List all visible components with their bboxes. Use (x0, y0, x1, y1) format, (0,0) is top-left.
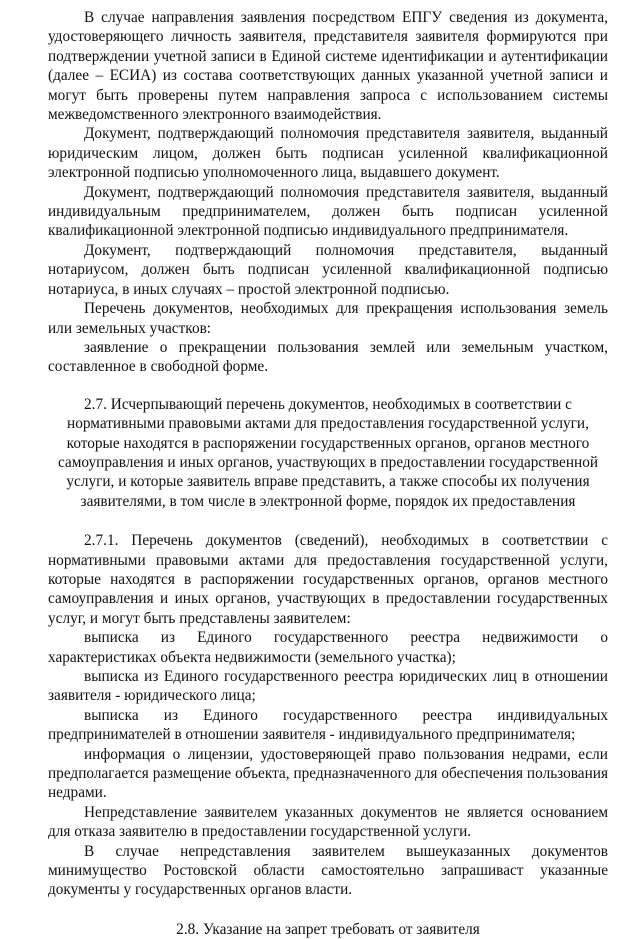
spacer (48, 511, 608, 531)
list-item-egrul-extract: выписка из Единого государственного реестра юридических лиц в отношении заявителя - юридического лица; (48, 668, 608, 705)
spacer (48, 900, 608, 920)
section-heading-2-7: 2.7. Исчерпывающий перечень документов, необходимых в соответствии с нормативными правовыми актами для предоставления государственной услуги, которые находятся в распоряжении государственных органов, органов местного самоуправления и иных органов, участвующих в предоставлении государственной услуги, и которые заявитель вправе представить, а также способы их получения заявителями, в том числе в электронной форме, порядок их предоставления (57, 395, 599, 510)
section-heading-2-8: 2.8. Указание на запрет требовать от заявителя (176, 920, 480, 938)
document-page (48, 8, 608, 939)
paragraph-epgu-identity: В случае направления заявления посредством ЕПГУ сведения из документа, удостоверяющего личность заявителя, представителя заявителя формируются при подтверждении учетной записи в Единой системе идентификации и аутентификации (далее – ЕСИА) из состава соответствующих данных указанной учетной записи и могут быть проверены путем направления запроса с использованием системы межведомственного электронного взаимодействия. (48, 9, 608, 124)
list-item-egrn-extract: выписка из Единого государственного реестра недвижимости о характеристиках объекта недвижимости (земельного участка); (48, 629, 608, 666)
spacer (48, 377, 608, 395)
paragraph-self-request: В случае непредставления заявителем вышеуказанных документов минимущество Ростовской области самостоятельно запрашиваст указанные документы у государственных органов власти. (48, 842, 608, 899)
paragraph-notary-signature: Документ, подтверждающий полномочия представителя, выданный нотариусом, должен быть подписан усиленной квалификационной подписью нотариуса, в иных случаях – простой электронной подписью. (48, 241, 608, 298)
paragraph-documents-list-intro: Перечень документов, необходимых для прекращения использования земель или земельных участков: (48, 300, 608, 337)
list-item-application: заявление о прекращении пользования землей или земельным участком, составленное в свободной форме. (48, 338, 608, 376)
paragraph-2-7-1: 2.7.1. Перечень документов (сведений), необходимых в соответствии с нормативными правовыми актами для предоставления государственной услуги, которые находятся в распоряжении государственных органов, органов местного самоуправления и иных органов, участвующих в предоставлении государственных услуг, и могут быть представлены заявителем: (48, 532, 608, 627)
paragraph-non-submission: Непредставление заявителем указанных документов не является основанием для отказа заявителю в предоставлении государственной услуги. (48, 803, 608, 841)
list-item-egrip-extract: выписка из Единого государственного реестра индивидуальных предпринимателей в отношении заявителя - индивидуального предпринимателя; (48, 706, 608, 744)
paragraph-legal-entity-signature: Документ, подтверждающий полномочия представителя заявителя, выданный юридическим лицом, должен быть подписан усиленной квалификационной электронной подписью уполномоченного лица, выдавшего документ. (48, 125, 608, 182)
paragraph-entrepreneur-signature: Документ, подтверждающий полномочия представителя заявителя, выданный индивидуальным предпринимателем, должен быть подписан усиленной квалификационной электронной подписью индивидуального предпринимателя. (48, 183, 608, 240)
list-item-subsoil-license: информация о лицензии, удостоверяющей право пользования недрами, если предполагается размещение объекта, предназначенного для обеспечения пользования недрами. (48, 745, 608, 802)
